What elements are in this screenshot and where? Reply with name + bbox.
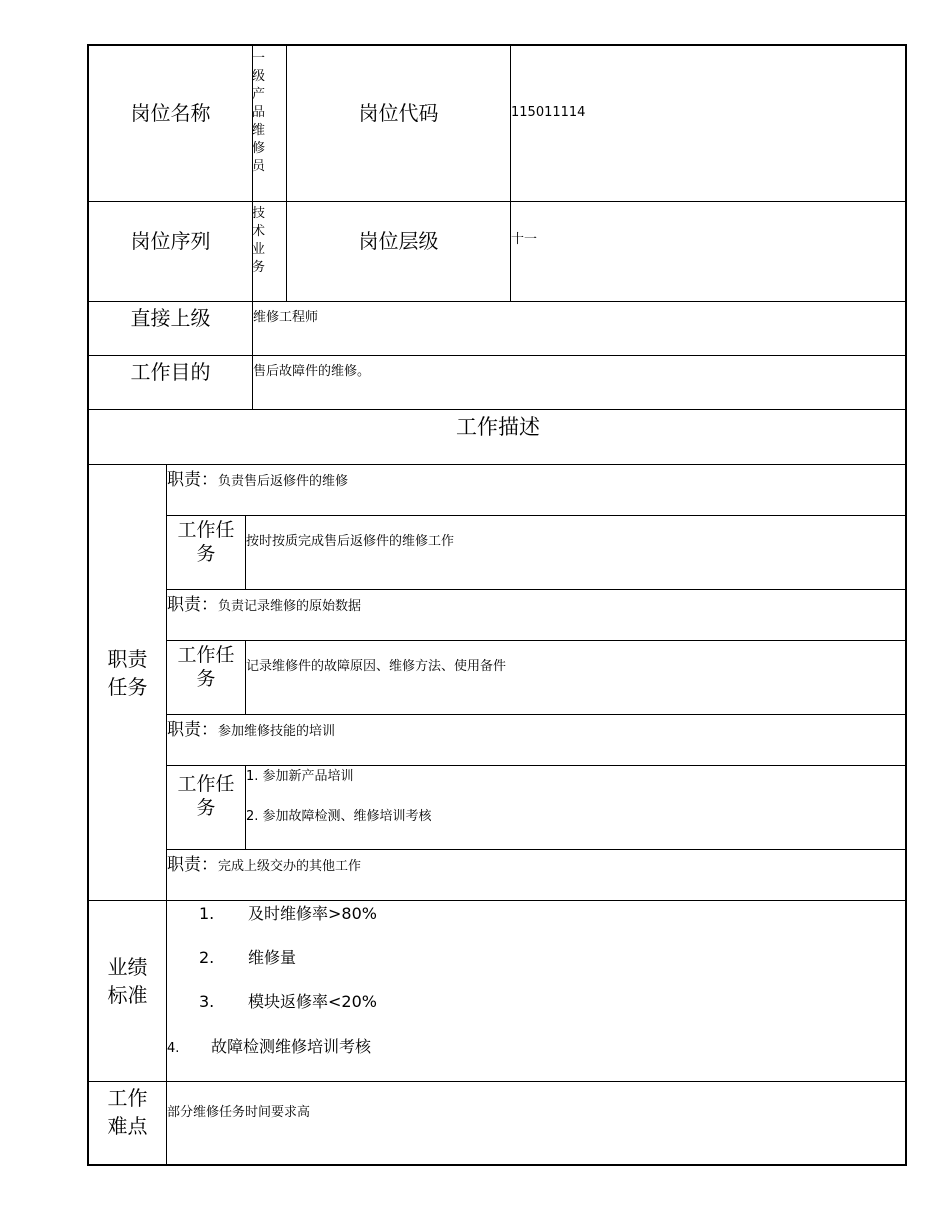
duty-prefix: 职责： xyxy=(167,470,218,490)
duty-divider xyxy=(166,515,907,516)
post-name-label: 岗位名称 xyxy=(130,101,211,125)
col-divider xyxy=(245,515,246,590)
duty-divider xyxy=(166,589,907,590)
duty-prefix: 职责： xyxy=(167,595,218,615)
duty-text: 负责售后返修件的维修 xyxy=(218,474,349,489)
purpose-label: 工作目的 xyxy=(130,360,211,384)
post-code-value: 115011114 xyxy=(511,105,586,120)
duty-text: 完成上级交办的其他工作 xyxy=(218,859,362,874)
performance-item xyxy=(199,991,377,1013)
post-sequence-value: 技术业务 xyxy=(252,206,266,275)
duty-text: 负责记录维修的原始数据 xyxy=(218,599,362,614)
duty-row xyxy=(167,719,335,743)
duty-prefix: 职责： xyxy=(167,720,218,740)
post-name-value: 一级产品维修员 xyxy=(252,51,266,174)
col-divider xyxy=(245,640,246,715)
col-divider xyxy=(286,44,287,302)
task-label-text: 工作任务 xyxy=(177,519,235,565)
task-label-text: 工作任务 xyxy=(177,644,235,690)
performance-label xyxy=(89,953,166,1009)
performance-item-number: 1. xyxy=(199,904,215,923)
duty-row xyxy=(167,469,348,493)
supervisor-label: 直接上级 xyxy=(130,306,211,330)
post-level-label: 岗位层级 xyxy=(358,229,439,253)
row-divider xyxy=(87,201,907,202)
task-label xyxy=(167,518,245,566)
performance-item-text: 故障检测维修培训考核 xyxy=(211,1037,372,1056)
performance-item xyxy=(199,947,296,969)
row-divider xyxy=(87,301,907,302)
row-divider xyxy=(87,900,907,901)
work-description-title: 工作描述 xyxy=(456,415,540,439)
performance-item-text: 模块返修率<20% xyxy=(248,992,377,1011)
performance-item-text: 维修量 xyxy=(248,948,297,967)
post-code-label: 岗位代码 xyxy=(358,101,439,125)
performance-item-text: 及时维修率>80% xyxy=(248,904,377,923)
row-divider xyxy=(87,464,907,465)
task-text: 1. 参加新产品培训 xyxy=(246,769,354,784)
supervisor-value: 维修工程师 xyxy=(253,310,319,325)
row-divider xyxy=(87,1081,907,1082)
duty-divider xyxy=(166,765,907,766)
row-divider xyxy=(87,355,907,356)
duties-section-label-text: 职责任务 xyxy=(107,647,148,699)
performance-item xyxy=(199,903,377,925)
performance-item xyxy=(167,1036,371,1060)
duty-text: 参加维修技能的培训 xyxy=(218,724,336,739)
task-text: 按时按质完成售后返修件的维修工作 xyxy=(246,534,455,549)
table-border-bottom xyxy=(87,1164,907,1166)
task-label-text: 工作任务 xyxy=(177,773,235,819)
col-divider xyxy=(510,44,511,302)
duty-row xyxy=(167,594,361,618)
performance-item-number: 3. xyxy=(199,992,215,1011)
difficulty-label-text: 工作难点 xyxy=(107,1086,148,1138)
table-border-top xyxy=(87,44,907,46)
performance-item-number: 2. xyxy=(199,948,215,967)
task-label xyxy=(167,772,245,820)
performance-label-text: 业绩标准 xyxy=(107,955,148,1007)
task-text: 记录维修件的故障原因、维修方法、使用备件 xyxy=(246,659,507,674)
duty-divider xyxy=(166,714,907,715)
duty-prefix: 职责： xyxy=(167,855,218,875)
row-divider xyxy=(87,409,907,410)
performance-item-number: 4. xyxy=(167,1041,180,1056)
duty-divider xyxy=(166,640,907,641)
table-border-right xyxy=(905,44,907,1166)
duty-divider xyxy=(166,849,907,850)
difficulty-label xyxy=(89,1084,166,1140)
duty-row xyxy=(167,854,361,878)
post-level-value: 十一 xyxy=(511,232,538,247)
purpose-value: 售后故障件的维修。 xyxy=(253,364,371,379)
post-sequence-label: 岗位序列 xyxy=(130,229,211,253)
task-label xyxy=(167,643,245,691)
difficulty-value: 部分维修任务时间要求高 xyxy=(167,1105,311,1120)
task-text: 2. 参加故障检测、维修培训考核 xyxy=(246,809,432,824)
duties-section-label xyxy=(89,645,166,701)
